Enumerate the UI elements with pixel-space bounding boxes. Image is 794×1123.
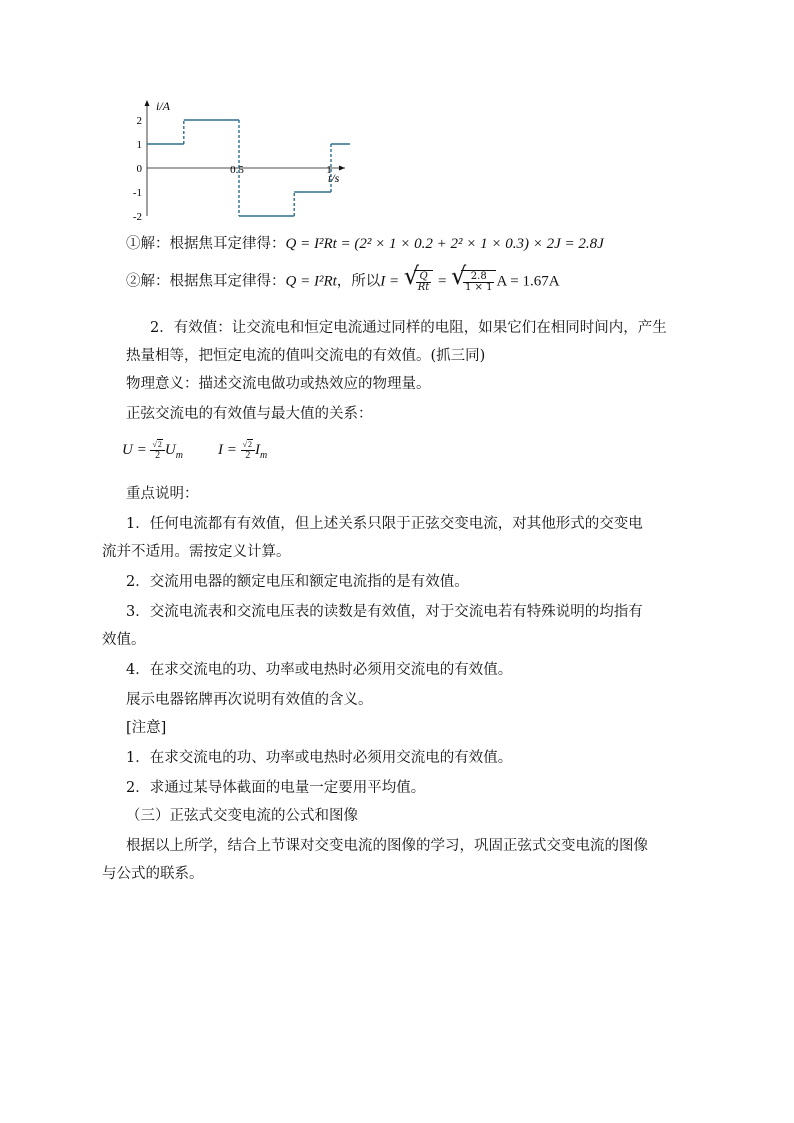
final-para-line2: 与公式的联系。 (102, 866, 204, 882)
key-1-line1: 1．任何电流都有有效值，但上述关系只限于正弦交变电流，对其他形式的交变电 (126, 516, 643, 532)
solution-2-result: A = 1.67A (496, 273, 560, 290)
solution-1-prefix: ①解：根据焦耳定律得： (126, 236, 286, 252)
formula-u-sub: m (175, 450, 183, 461)
formula-i (218, 440, 794, 466)
frac2-den: 1 × 1 (465, 282, 493, 293)
nameplate-note: 展示电器铭牌再次说明有效值的含义。 (126, 692, 373, 708)
para-effective-line1: 2．有效值：让交流电和恒定电流通过同样的电阻，如果它们在相同时间内，产生 (150, 320, 667, 336)
current-time-chart (120, 96, 350, 222)
formula-i-sub: m (260, 450, 268, 461)
y-tick-label: -2 (132, 211, 142, 222)
formula-i-den: 2 (245, 450, 251, 462)
formula-i-sqrt: 2 (248, 439, 253, 449)
solution-2-formula-q: Q = I²Rt (285, 273, 337, 290)
x-tick-label: 1 (326, 164, 332, 176)
solution-1-formula: Q = I²Rt = (2² × 1 × 0.2 + 2² × 1 × 0.3) × 2J = 2.8J (285, 236, 604, 252)
y-tick-label: 2 (136, 115, 142, 127)
y-tick-label: 0 (136, 163, 142, 175)
formula-u-lhs: U = (122, 442, 147, 458)
chart-axes (145, 100, 346, 216)
sqrt-q-rt: √ $\frac{Q}{Rt}$ (404, 270, 434, 293)
para-effective-line2: 热量相等，把恒定电流的值叫交流电的有效值。(抓三同) (126, 348, 486, 364)
final-para-line1: 根据以上所学，结合上节课对交变电流的图像的学习，巩固正弦式交变电流的图像 (126, 838, 648, 854)
formula-i-frac: $\frac{√2}{2}$ (241, 440, 255, 461)
y-axis-label: i/A (156, 99, 170, 113)
formula-u-den: 2 (155, 450, 161, 462)
formula-u-rhs: U (164, 442, 176, 458)
note-2: 2．求通过某导体截面的电量一定要用平均值。 (126, 780, 426, 796)
formula-u-frac: $\frac{√2}{2}$ (150, 440, 164, 461)
y-tick-label: 1 (136, 139, 142, 151)
key-3-line1: 3．交流电流表和交流电压表的读数是有效值，对于交流电若有特殊说明的均指有 (126, 604, 643, 620)
x-tick-label: 0.5 (230, 164, 244, 176)
key-3-line2: 效值。 (102, 632, 146, 648)
solution-2-prefix: ②解：根据焦耳定律得： (126, 273, 286, 290)
sqrt-values: √ $\frac{2.8}{1 \times 1}$ (451, 270, 496, 293)
note-1: 1．在求交流电的功、功率或电热时必须用交流电的有效值。 (126, 750, 513, 766)
y-tick-label: -1 (132, 187, 142, 199)
frac1-den: Rt (417, 282, 430, 293)
relation-title: 正弦交流电的有效值与最大值的关系： (126, 406, 373, 422)
key-4: 4．在求交流电的功、功率或电热时必须用交流电的有效值。 (126, 662, 513, 678)
note-title: [注意] (126, 720, 167, 736)
frac1-num: Q (416, 272, 432, 283)
solution-2: ②解：根据焦耳定律得：Q = I²Rt，所以I = √ $\frac{Q}{Rt}$ = √ $\frac{2.8}{1 \times 1}$ A = 1.67A (126, 262, 560, 293)
key-title: 重点说明： (126, 486, 199, 502)
physical-meaning: 物理意义：描述交流电做功或热效应的物理量。 (126, 376, 431, 392)
solution-1 (126, 234, 794, 254)
solution-2-i-label: I = (380, 273, 400, 290)
section-3-title: （三）正弦式交变电流的公式和图像 (126, 808, 358, 824)
solution-2-mid: ，所以 (336, 273, 381, 290)
formula-u-sqrt: 2 (157, 439, 162, 449)
x-axis-label: t/s (328, 171, 340, 185)
frac2-num: 2.8 (463, 272, 494, 283)
key-2: 2．交流用电器的额定电压和额定电流指的是有效值。 (126, 574, 469, 590)
formula-i-rhs: I (255, 442, 261, 458)
formula-i-lhs: I = (218, 442, 237, 458)
key-1-line2: 流并不适用。需按定义计算。 (102, 544, 291, 560)
